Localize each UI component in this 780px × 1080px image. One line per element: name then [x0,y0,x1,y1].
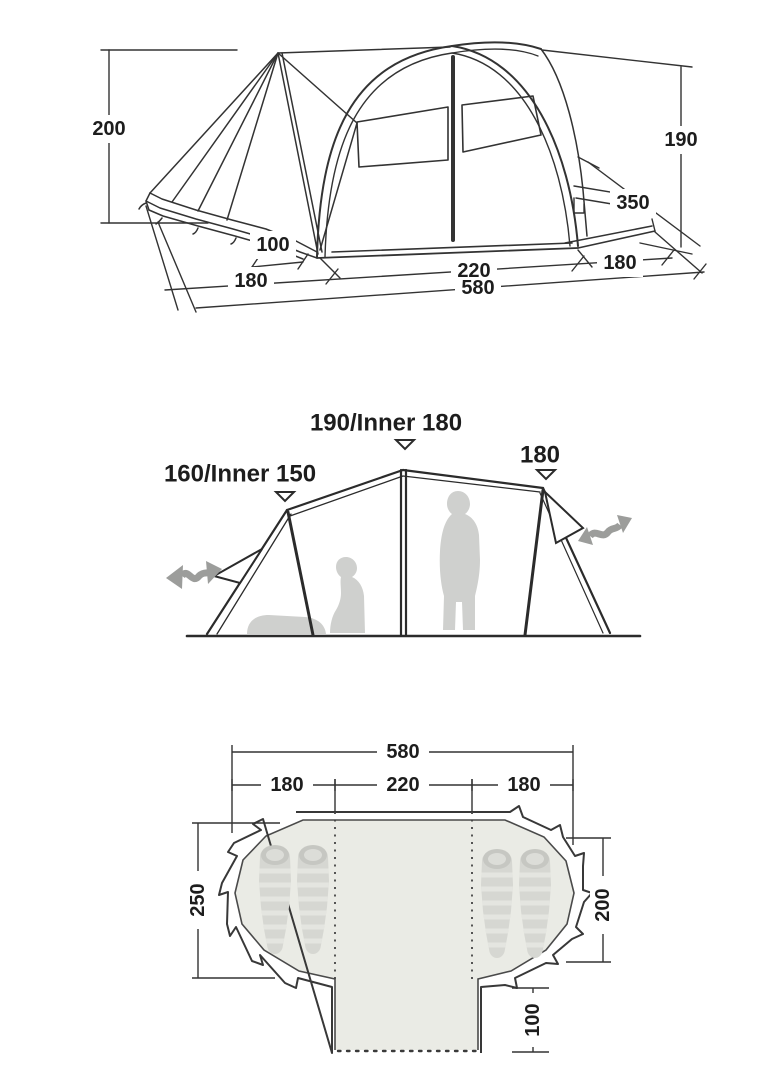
dim-label-total-length: 580 [461,277,495,299]
dim-label-rear-length: 180 [603,252,637,274]
dim-label-front-height: 200 [92,118,126,140]
dim-label-plan-left-depth: 250 [187,883,209,917]
dim-label-rear-height: 190 [664,129,698,151]
marker-right-height [537,470,555,479]
label-right-height: 180 [519,441,561,469]
label-center-height: 190/Inner 180 [309,409,463,437]
elevation-labels [164,410,560,488]
window-left [357,107,448,167]
dim-label-plan-right-width: 180 [507,774,541,796]
marker-center-height [396,440,414,449]
ridge-inner [452,49,538,56]
right-pole [525,490,543,635]
dim-label-plan-center-width: 220 [386,774,420,796]
standing-person-silhouette [440,491,480,630]
left-vent-flap [214,549,262,583]
dim-label-plan-bedroom-depth: 200 [592,888,614,922]
sitting-person-silhouette [330,557,365,633]
door-sill [332,243,572,252]
dim-label-plan-left-width: 180 [270,774,304,796]
front-base [317,248,578,258]
tent-body [317,42,655,258]
label-left-height: 160/Inner 150 [163,460,317,488]
dim-label-plan-entrance-depth: 100 [522,1003,544,1037]
sleeping-mat-silhouette [247,615,326,634]
awning-canopy [139,47,450,259]
dim-label-porch-length: 180 [234,270,268,292]
rear-arch [541,49,587,236]
marker-left-height [276,492,294,501]
dim-label-cabin-length: 220 [457,260,491,282]
right-vent-flap [545,492,583,543]
dim-label-plan-total-width: 580 [386,741,420,763]
dim-label-guy-offset: 100 [256,234,290,256]
window-right [462,96,541,152]
perspective-dim-labels [92,118,697,299]
dim-label-depth: 350 [616,192,650,214]
airflow-arrow-right [578,515,632,545]
dim-line-100 [252,262,303,267]
airflow-arrow-left [166,561,222,589]
